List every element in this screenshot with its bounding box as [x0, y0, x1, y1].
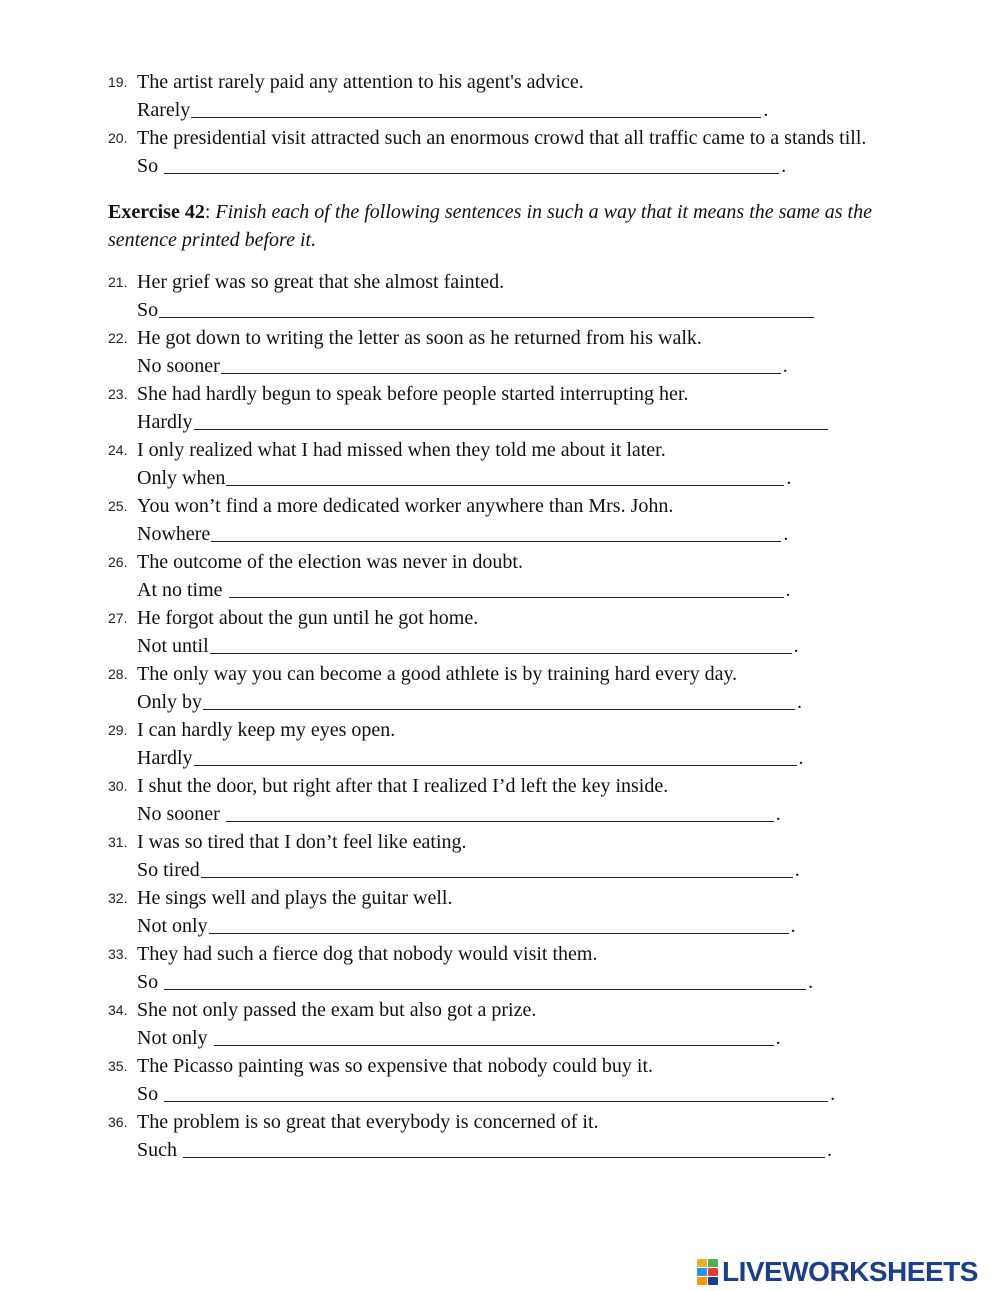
item-number: 22. — [108, 330, 128, 346]
answer-blank[interactable] — [201, 877, 793, 878]
answer-blank[interactable] — [194, 765, 797, 766]
answer-period: . — [781, 155, 787, 177]
answer-prompt: Hardly — [137, 411, 193, 433]
item-number: 23. — [108, 386, 128, 402]
answer-row — [137, 1026, 781, 1050]
answer-prompt: Only by — [137, 691, 202, 713]
answer-period: . — [775, 1027, 781, 1049]
item-sentence: She had hardly begun to speak before people started interrupting her. — [137, 383, 689, 405]
answer-blank[interactable] — [209, 933, 789, 934]
liveworksheets-logo — [697, 1257, 978, 1287]
answer-blank[interactable] — [164, 1101, 828, 1102]
answer-period: . — [763, 99, 769, 121]
answer-row — [137, 522, 788, 546]
answer-prompt: Nowhere — [137, 523, 211, 545]
logo-text: LIVEWORKSHEETS — [722, 1256, 978, 1287]
item-sentence: Her grief was so great that she almost fainted. — [137, 271, 505, 293]
item-sentence: The problem is so great that everybody is concerned of it. — [137, 1111, 599, 1133]
answer-prompt: So — [137, 299, 159, 321]
answer-period: . — [782, 355, 788, 377]
answer-prompt: Not only — [137, 1027, 208, 1049]
answer-prompt: So — [137, 1083, 159, 1105]
answer-blank[interactable] — [226, 821, 774, 822]
answer-blank[interactable] — [191, 117, 761, 118]
answer-period: . — [790, 915, 796, 937]
answer-row — [137, 98, 768, 122]
answer-row — [137, 802, 781, 826]
item-number: 35. — [108, 1058, 128, 1074]
answer-blank[interactable] — [210, 653, 792, 654]
item-sentence: You won’t find a more dedicated worker anywhere than Mrs. John. — [137, 495, 674, 517]
answer-row — [137, 746, 804, 770]
answer-blank[interactable] — [164, 989, 806, 990]
answer-row — [137, 970, 813, 994]
item-sentence: He sings well and plays the guitar well. — [137, 887, 453, 909]
item-number: 25. — [108, 498, 128, 514]
item-sentence: The Picasso painting was so expensive that nobody could buy it. — [137, 1055, 654, 1077]
item-number: 24. — [108, 442, 128, 458]
answer-blank[interactable] — [226, 485, 784, 486]
answer-blank[interactable] — [203, 709, 795, 710]
item-sentence: He forgot about the gun until he got home. — [137, 607, 479, 629]
item-number: 20. — [108, 130, 128, 146]
item-sentence: I was so tired that I don’t feel like eating. — [137, 831, 467, 853]
answer-prompt: So tired — [137, 859, 200, 881]
answer-blank[interactable] — [183, 1157, 825, 1158]
item-number: 26. — [108, 554, 128, 570]
logo-blocks-icon — [697, 1259, 718, 1285]
answer-period: . — [798, 747, 804, 769]
answer-blank[interactable] — [164, 173, 779, 174]
answer-prompt: Hardly — [137, 747, 193, 769]
item-sentence: The outcome of the election was never in doubt. — [137, 551, 523, 573]
answer-blank[interactable] — [211, 541, 781, 542]
answer-row — [137, 634, 799, 658]
answer-period: . — [830, 1083, 836, 1105]
item-number: 30. — [108, 778, 128, 794]
answer-row — [137, 298, 816, 322]
answer-row — [137, 410, 830, 434]
item-number: 21. — [108, 274, 128, 290]
answer-period: . — [785, 579, 791, 601]
item-sentence: He got down to writing the letter as soon as he returned from his walk. — [137, 327, 702, 349]
answer-blank[interactable] — [214, 1045, 774, 1046]
item-number: 36. — [108, 1114, 128, 1130]
answer-period: . — [783, 523, 789, 545]
item-number: 34. — [108, 1002, 128, 1018]
answer-prompt: No sooner — [137, 803, 220, 825]
answer-prompt: Such — [137, 1139, 177, 1161]
answer-prompt: No sooner — [137, 355, 220, 377]
answer-prompt: Rarely — [137, 99, 191, 121]
item-number: 32. — [108, 890, 128, 906]
answer-period: . — [797, 691, 802, 713]
answer-row — [137, 690, 802, 714]
item-number: 19. — [108, 74, 128, 90]
item-sentence: She not only passed the exam but also got a prize. — [137, 999, 537, 1021]
exercise-label: Exercise 42 — [108, 201, 205, 223]
item-sentence: The only way you can become a good athlete is by training hard every day. — [137, 663, 738, 685]
item-sentence: They had such a fierce dog that nobody would visit them. — [137, 943, 598, 965]
exercise-instruction: Finish each of the following sentences in such a way that it means the same as the sentence printed before it. — [108, 201, 872, 251]
answer-blank[interactable] — [159, 317, 814, 318]
answer-row — [137, 466, 791, 490]
answer-blank[interactable] — [194, 429, 828, 430]
answer-prompt: So — [137, 971, 159, 993]
answer-row — [137, 154, 786, 178]
answer-row — [137, 578, 791, 602]
item-sentence: I can hardly keep my eyes open. — [137, 719, 396, 741]
item-number: 29. — [108, 722, 128, 738]
answer-period: . — [793, 635, 799, 657]
answer-row — [137, 914, 796, 938]
item-sentence: The presidential visit attracted such an enormous crowd that all traffic came to a stands till. — [137, 127, 867, 149]
answer-prompt: Not only — [137, 915, 208, 937]
item-sentence: The artist rarely paid any attention to his agent's advice. — [137, 71, 584, 93]
answer-period: . — [808, 971, 814, 993]
answer-row — [137, 858, 800, 882]
answer-blank[interactable] — [229, 597, 784, 598]
item-number: 28. — [108, 666, 128, 682]
answer-row — [137, 354, 788, 378]
answer-prompt: Not until — [137, 635, 209, 657]
item-number: 27. — [108, 610, 128, 626]
exercise-separator: : — [204, 201, 211, 223]
answer-blank[interactable] — [221, 373, 781, 374]
item-sentence: I shut the door, but right after that I realized I’d left the key inside. — [137, 775, 669, 797]
answer-row — [137, 1082, 835, 1106]
answer-period: . — [827, 1139, 832, 1161]
item-number: 31. — [108, 834, 128, 850]
exercise-heading — [108, 198, 908, 254]
answer-prompt: So — [137, 155, 159, 177]
answer-prompt: Only when — [137, 467, 226, 489]
answer-row — [137, 1138, 832, 1162]
answer-period: . — [786, 467, 792, 489]
answer-period: . — [775, 803, 781, 825]
answer-prompt: At no time — [137, 579, 223, 601]
answer-period: . — [794, 859, 800, 881]
item-number: 33. — [108, 946, 128, 962]
item-sentence: I only realized what I had missed when they told me about it later. — [137, 439, 666, 461]
